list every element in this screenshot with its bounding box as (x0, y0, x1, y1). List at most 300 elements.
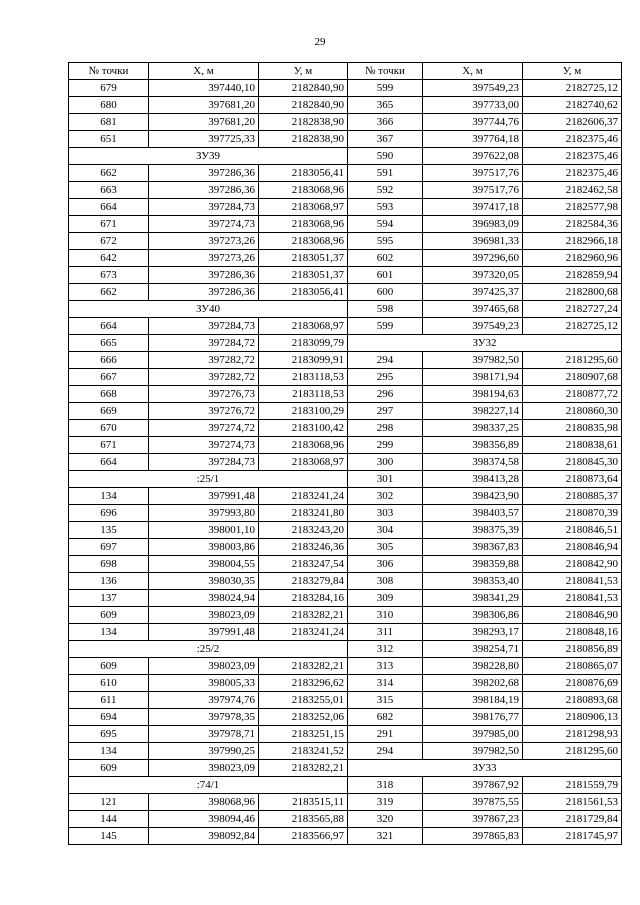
y-coordinate-right: 2181295,60 (523, 352, 622, 369)
point-number-left: 135 (69, 522, 149, 539)
point-number-right: 366 (348, 114, 423, 131)
y-coordinate-right: 2182966,18 (523, 233, 622, 250)
x-coordinate-right: 398413,28 (423, 471, 523, 488)
section-label-left: :74/1 (69, 777, 348, 794)
x-coordinate-left: 397274,73 (149, 216, 259, 233)
y-coordinate-right: 2181559,79 (523, 777, 622, 794)
y-coordinate-right: 2182375,46 (523, 131, 622, 148)
point-number-left: 664 (69, 199, 149, 216)
point-number-right: 591 (348, 165, 423, 182)
point-number-right: 309 (348, 590, 423, 607)
x-coordinate-right: 398353,40 (423, 573, 523, 590)
x-coordinate-left: 398023,09 (149, 607, 259, 624)
table-body (69, 80, 622, 845)
x-coordinate-left: 398003,86 (149, 539, 259, 556)
table-row (69, 488, 622, 505)
table-row (69, 556, 622, 573)
x-coordinate-left: 398001,10 (149, 522, 259, 539)
header-y-right: У, м (523, 63, 622, 80)
y-coordinate-right: 2180845,30 (523, 454, 622, 471)
point-number-left: 137 (69, 590, 149, 607)
x-coordinate-right: 398254,71 (423, 641, 523, 658)
section-label-right: ЗУ33 (348, 760, 622, 777)
y-coordinate-left: 2183068,97 (259, 454, 348, 471)
y-coordinate-right: 2180841,53 (523, 590, 622, 607)
table-row (69, 624, 622, 641)
y-coordinate-left: 2183241,80 (259, 505, 348, 522)
x-coordinate-right: 396981,33 (423, 233, 523, 250)
x-coordinate-right: 397549,23 (423, 80, 523, 97)
point-number-left: 664 (69, 318, 149, 335)
table-row (69, 131, 622, 148)
section-label-right: ЗУ32 (348, 335, 622, 352)
y-coordinate-right: 2182859,94 (523, 267, 622, 284)
point-number-left: 134 (69, 743, 149, 760)
table-row (69, 505, 622, 522)
x-coordinate-right: 397465,68 (423, 301, 523, 318)
header-x-right: Х, м (423, 63, 523, 80)
y-coordinate-left: 2183099,79 (259, 335, 348, 352)
y-coordinate-left: 2183056,41 (259, 284, 348, 301)
x-coordinate-right: 397296,60 (423, 250, 523, 267)
y-coordinate-left: 2183056,41 (259, 165, 348, 182)
table-row (69, 182, 622, 199)
x-coordinate-right: 397517,76 (423, 182, 523, 199)
table-row (69, 301, 622, 318)
point-number-right: 313 (348, 658, 423, 675)
y-coordinate-right: 2180877,72 (523, 386, 622, 403)
y-coordinate-right: 2180846,94 (523, 539, 622, 556)
x-coordinate-right: 397549,23 (423, 318, 523, 335)
x-coordinate-left: 397286,36 (149, 165, 259, 182)
y-coordinate-left: 2183252,06 (259, 709, 348, 726)
y-coordinate-right: 2180842,90 (523, 556, 622, 573)
x-coordinate-left: 398092,84 (149, 828, 259, 845)
x-coordinate-left: 397990,25 (149, 743, 259, 760)
table-row (69, 352, 622, 369)
y-coordinate-left: 2183296,62 (259, 675, 348, 692)
x-coordinate-right: 397875,55 (423, 794, 523, 811)
point-number-right: 312 (348, 641, 423, 658)
x-coordinate-left: 397286,36 (149, 267, 259, 284)
y-coordinate-right: 2182725,12 (523, 318, 622, 335)
point-number-right: 598 (348, 301, 423, 318)
point-number-right: 320 (348, 811, 423, 828)
point-number-right: 599 (348, 80, 423, 97)
y-coordinate-right: 2180860,30 (523, 403, 622, 420)
x-coordinate-right: 398359,88 (423, 556, 523, 573)
point-number-left: 121 (69, 794, 149, 811)
x-coordinate-left: 397681,20 (149, 97, 259, 114)
x-coordinate-left: 397274,72 (149, 420, 259, 437)
point-number-left: 669 (69, 403, 149, 420)
x-coordinate-left: 397282,72 (149, 369, 259, 386)
x-coordinate-left: 398068,96 (149, 794, 259, 811)
y-coordinate-right: 2180841,53 (523, 573, 622, 590)
point-number-left: 680 (69, 97, 149, 114)
y-coordinate-left: 2183241,24 (259, 624, 348, 641)
y-coordinate-right: 2182800,68 (523, 284, 622, 301)
y-coordinate-left: 2183068,97 (259, 318, 348, 335)
x-coordinate-left: 397273,26 (149, 233, 259, 250)
y-coordinate-right: 2180907,68 (523, 369, 622, 386)
point-number-right: 682 (348, 709, 423, 726)
header-point-number-right: № точки (348, 63, 423, 80)
x-coordinate-right: 397733,00 (423, 97, 523, 114)
y-coordinate-left: 2183255,01 (259, 692, 348, 709)
coordinates-table (68, 62, 622, 845)
point-number-right: 593 (348, 199, 423, 216)
section-label-left: :25/2 (69, 641, 348, 658)
point-number-left: 694 (69, 709, 149, 726)
x-coordinate-left: 397282,72 (149, 352, 259, 369)
x-coordinate-left: 397284,72 (149, 335, 259, 352)
x-coordinate-right: 397982,50 (423, 352, 523, 369)
point-number-right: 600 (348, 284, 423, 301)
y-coordinate-left: 2183284,16 (259, 590, 348, 607)
table-row (69, 437, 622, 454)
y-coordinate-right: 2180906,13 (523, 709, 622, 726)
y-coordinate-left: 2183241,24 (259, 488, 348, 505)
point-number-right: 299 (348, 437, 423, 454)
point-number-right: 301 (348, 471, 423, 488)
point-number-left: 671 (69, 437, 149, 454)
y-coordinate-right: 2182577,98 (523, 199, 622, 216)
point-number-right: 308 (348, 573, 423, 590)
y-coordinate-right: 2182606,37 (523, 114, 622, 131)
x-coordinate-right: 397867,23 (423, 811, 523, 828)
point-number-right: 300 (348, 454, 423, 471)
x-coordinate-left: 398023,09 (149, 658, 259, 675)
x-coordinate-left: 398023,09 (149, 760, 259, 777)
point-number-right: 306 (348, 556, 423, 573)
x-coordinate-right: 398184,19 (423, 692, 523, 709)
point-number-left: 697 (69, 539, 149, 556)
point-number-left: 698 (69, 556, 149, 573)
point-number-left: 145 (69, 828, 149, 845)
y-coordinate-left: 2183100,42 (259, 420, 348, 437)
y-coordinate-right: 2181298,93 (523, 726, 622, 743)
x-coordinate-right: 398403,57 (423, 505, 523, 522)
y-coordinate-right: 2182740,62 (523, 97, 622, 114)
y-coordinate-left: 2183068,97 (259, 199, 348, 216)
table-row (69, 743, 622, 760)
y-coordinate-left: 2183566,97 (259, 828, 348, 845)
y-coordinate-left: 2183051,37 (259, 267, 348, 284)
y-coordinate-right: 2180865,07 (523, 658, 622, 675)
x-coordinate-left: 397991,48 (149, 488, 259, 505)
table-row (69, 828, 622, 845)
x-coordinate-right: 397744,76 (423, 114, 523, 131)
x-coordinate-left: 397274,73 (149, 437, 259, 454)
y-coordinate-right: 2180838,61 (523, 437, 622, 454)
table-row (69, 777, 622, 794)
table-row (69, 318, 622, 335)
y-coordinate-right: 2180870,39 (523, 505, 622, 522)
y-coordinate-right: 2180835,98 (523, 420, 622, 437)
table-row (69, 335, 622, 352)
point-number-right: 304 (348, 522, 423, 539)
point-number-right: 305 (348, 539, 423, 556)
point-number-right: 590 (348, 148, 423, 165)
x-coordinate-right: 396983,09 (423, 216, 523, 233)
y-coordinate-left: 2183241,52 (259, 743, 348, 760)
point-number-right: 602 (348, 250, 423, 267)
point-number-left: 134 (69, 624, 149, 641)
y-coordinate-left: 2182838,90 (259, 131, 348, 148)
header-y-left: У, м (259, 63, 348, 80)
table-row (69, 369, 622, 386)
y-coordinate-right: 2180885,37 (523, 488, 622, 505)
y-coordinate-right: 2181729,84 (523, 811, 622, 828)
y-coordinate-right: 2180846,51 (523, 522, 622, 539)
point-number-left: 668 (69, 386, 149, 403)
y-coordinate-left: 2183099,91 (259, 352, 348, 369)
point-number-left: 670 (69, 420, 149, 437)
y-coordinate-left: 2183247,54 (259, 556, 348, 573)
table-row (69, 607, 622, 624)
point-number-left: 611 (69, 692, 149, 709)
point-number-right: 294 (348, 743, 423, 760)
x-coordinate-right: 398337,25 (423, 420, 523, 437)
point-number-left: 681 (69, 114, 149, 131)
y-coordinate-left: 2183068,96 (259, 182, 348, 199)
point-number-right: 594 (348, 216, 423, 233)
x-coordinate-right: 398423,90 (423, 488, 523, 505)
x-coordinate-right: 398171,94 (423, 369, 523, 386)
section-label-left: ЗУ39 (69, 148, 348, 165)
point-number-right: 365 (348, 97, 423, 114)
point-number-right: 295 (348, 369, 423, 386)
x-coordinate-right: 397982,50 (423, 743, 523, 760)
x-coordinate-left: 397991,48 (149, 624, 259, 641)
y-coordinate-left: 2183100,29 (259, 403, 348, 420)
x-coordinate-left: 397440,10 (149, 80, 259, 97)
y-coordinate-right: 2180893,68 (523, 692, 622, 709)
point-number-right: 321 (348, 828, 423, 845)
table-row (69, 573, 622, 590)
point-number-left: 667 (69, 369, 149, 386)
table-row (69, 165, 622, 182)
table-row (69, 199, 622, 216)
x-coordinate-left: 397284,73 (149, 318, 259, 335)
table-row (69, 284, 622, 301)
point-number-left: 695 (69, 726, 149, 743)
x-coordinate-left: 397276,72 (149, 403, 259, 420)
y-coordinate-left: 2183251,15 (259, 726, 348, 743)
table-row (69, 760, 622, 777)
point-number-right: 291 (348, 726, 423, 743)
page-number: 29 (314, 36, 326, 48)
x-coordinate-left: 398004,55 (149, 556, 259, 573)
y-coordinate-right: 2181745,97 (523, 828, 622, 845)
table-row (69, 216, 622, 233)
table-row (69, 250, 622, 267)
point-number-left: 672 (69, 233, 149, 250)
point-number-left: 671 (69, 216, 149, 233)
x-coordinate-right: 398176,77 (423, 709, 523, 726)
x-coordinate-right: 398375,39 (423, 522, 523, 539)
y-coordinate-right: 2182462,58 (523, 182, 622, 199)
y-coordinate-left: 2183068,96 (259, 216, 348, 233)
y-coordinate-left: 2182838,90 (259, 114, 348, 131)
y-coordinate-left: 2183068,96 (259, 437, 348, 454)
y-coordinate-right: 2181561,53 (523, 794, 622, 811)
y-coordinate-right: 2180846,90 (523, 607, 622, 624)
y-coordinate-left: 2182840,90 (259, 97, 348, 114)
point-number-right: 310 (348, 607, 423, 624)
x-coordinate-left: 398030,35 (149, 573, 259, 590)
point-number-left: 665 (69, 335, 149, 352)
y-coordinate-right: 2182960,96 (523, 250, 622, 267)
y-coordinate-right: 2182725,12 (523, 80, 622, 97)
table-row (69, 522, 622, 539)
section-label-left: :25/1 (69, 471, 348, 488)
x-coordinate-left: 397276,73 (149, 386, 259, 403)
point-number-left: 134 (69, 488, 149, 505)
x-coordinate-right: 397517,76 (423, 165, 523, 182)
x-coordinate-right: 398202,68 (423, 675, 523, 692)
x-coordinate-left: 397974,76 (149, 692, 259, 709)
y-coordinate-left: 2183118,53 (259, 369, 348, 386)
table-row (69, 539, 622, 556)
x-coordinate-right: 397865,83 (423, 828, 523, 845)
table-row (69, 80, 622, 97)
table-row (69, 658, 622, 675)
point-number-right: 298 (348, 420, 423, 437)
x-coordinate-right: 397425,37 (423, 284, 523, 301)
table-row (69, 97, 622, 114)
y-coordinate-left: 2183068,96 (259, 233, 348, 250)
point-number-left: 642 (69, 250, 149, 267)
table-row (69, 641, 622, 658)
y-coordinate-right: 2180873,64 (523, 471, 622, 488)
x-coordinate-right: 397867,92 (423, 777, 523, 794)
x-coordinate-right: 398293,17 (423, 624, 523, 641)
table-header-row (69, 63, 622, 80)
point-number-left: 664 (69, 454, 149, 471)
y-coordinate-left: 2183282,21 (259, 658, 348, 675)
table-row (69, 386, 622, 403)
x-coordinate-right: 398228,80 (423, 658, 523, 675)
x-coordinate-left: 398094,46 (149, 811, 259, 828)
y-coordinate-left: 2182840,90 (259, 80, 348, 97)
point-number-left: 696 (69, 505, 149, 522)
point-number-right: 318 (348, 777, 423, 794)
x-coordinate-right: 397985,00 (423, 726, 523, 743)
y-coordinate-left: 2183515,11 (259, 794, 348, 811)
point-number-left: 663 (69, 182, 149, 199)
y-coordinate-right: 2181295,60 (523, 743, 622, 760)
point-number-left: 609 (69, 658, 149, 675)
point-number-right: 599 (348, 318, 423, 335)
y-coordinate-right: 2182584,36 (523, 216, 622, 233)
section-label-left: ЗУ40 (69, 301, 348, 318)
y-coordinate-left: 2183243,20 (259, 522, 348, 539)
y-coordinate-left: 2183246,36 (259, 539, 348, 556)
point-number-right: 315 (348, 692, 423, 709)
table-row (69, 811, 622, 828)
x-coordinate-left: 397993,80 (149, 505, 259, 522)
point-number-left: 136 (69, 573, 149, 590)
point-number-right: 367 (348, 131, 423, 148)
point-number-left: 679 (69, 80, 149, 97)
x-coordinate-right: 398341,29 (423, 590, 523, 607)
x-coordinate-right: 397320,05 (423, 267, 523, 284)
x-coordinate-right: 397417,18 (423, 199, 523, 216)
x-coordinate-right: 398367,83 (423, 539, 523, 556)
x-coordinate-right: 398227,14 (423, 403, 523, 420)
x-coordinate-left: 398024,94 (149, 590, 259, 607)
y-coordinate-left: 2183282,21 (259, 607, 348, 624)
table-row (69, 114, 622, 131)
point-number-left: 662 (69, 165, 149, 182)
y-coordinate-right: 2182727,24 (523, 301, 622, 318)
point-number-left: 610 (69, 675, 149, 692)
x-coordinate-left: 397284,73 (149, 454, 259, 471)
x-coordinate-right: 398356,89 (423, 437, 523, 454)
header-point-number-left: № точки (69, 63, 149, 80)
point-number-right: 302 (348, 488, 423, 505)
point-number-left: 666 (69, 352, 149, 369)
x-coordinate-left: 397978,71 (149, 726, 259, 743)
table-row (69, 403, 622, 420)
y-coordinate-right: 2180848,16 (523, 624, 622, 641)
y-coordinate-left: 2183118,53 (259, 386, 348, 403)
table-row (69, 709, 622, 726)
x-coordinate-left: 397286,36 (149, 284, 259, 301)
table-row (69, 794, 622, 811)
y-coordinate-left: 2183051,37 (259, 250, 348, 267)
y-coordinate-left: 2183282,21 (259, 760, 348, 777)
point-number-right: 297 (348, 403, 423, 420)
x-coordinate-right: 397764,18 (423, 131, 523, 148)
point-number-right: 311 (348, 624, 423, 641)
table-row (69, 726, 622, 743)
x-coordinate-right: 397622,08 (423, 148, 523, 165)
x-coordinate-right: 398306,86 (423, 607, 523, 624)
point-number-left: 609 (69, 607, 149, 624)
point-number-right: 592 (348, 182, 423, 199)
y-coordinate-right: 2180856,89 (523, 641, 622, 658)
table-row (69, 471, 622, 488)
point-number-right: 303 (348, 505, 423, 522)
x-coordinate-left: 397978,35 (149, 709, 259, 726)
point-number-left: 144 (69, 811, 149, 828)
point-number-right: 595 (348, 233, 423, 250)
x-coordinate-left: 397286,36 (149, 182, 259, 199)
point-number-right: 601 (348, 267, 423, 284)
y-coordinate-right: 2180876,69 (523, 675, 622, 692)
point-number-right: 314 (348, 675, 423, 692)
y-coordinate-right: 2182375,46 (523, 165, 622, 182)
x-coordinate-left: 397273,26 (149, 250, 259, 267)
x-coordinate-left: 397681,20 (149, 114, 259, 131)
table-row (69, 692, 622, 709)
x-coordinate-right: 398374,58 (423, 454, 523, 471)
point-number-left: 662 (69, 284, 149, 301)
header-x-left: Х, м (149, 63, 259, 80)
table-row (69, 267, 622, 284)
table-row (69, 420, 622, 437)
point-number-right: 319 (348, 794, 423, 811)
table-row (69, 675, 622, 692)
x-coordinate-left: 397284,73 (149, 199, 259, 216)
table-row (69, 148, 622, 165)
table-row (69, 233, 622, 250)
point-number-left: 673 (69, 267, 149, 284)
point-number-left: 609 (69, 760, 149, 777)
